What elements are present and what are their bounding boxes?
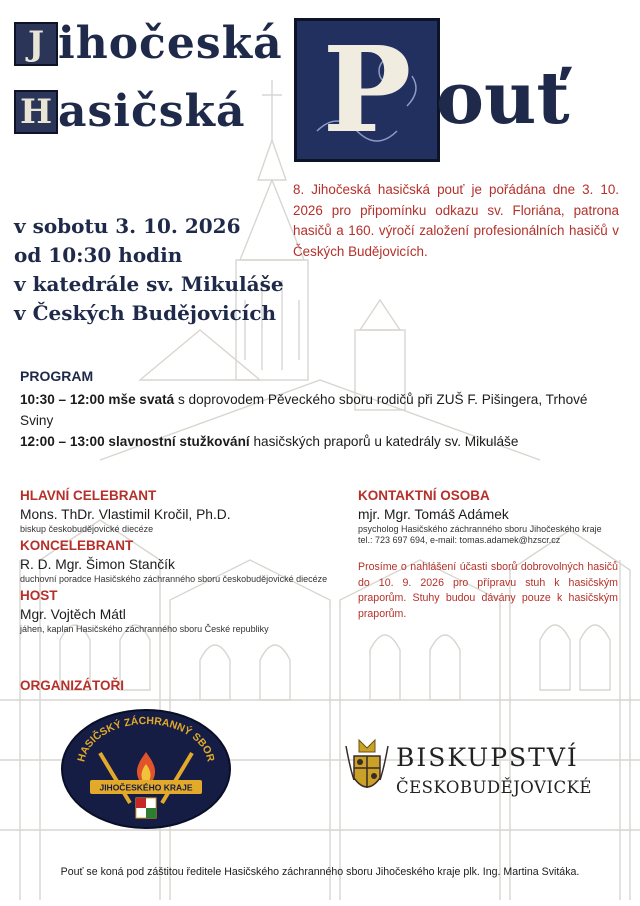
date-line: v sobotu 3. 10. 2026 (14, 214, 241, 238)
concelebrant-desc: duchovní poradce Hasičského záchranného sboru českobudějovické diecéze (20, 574, 328, 584)
main-celebrant-name: Mons. ThDr. Vlastimil Kročil, Ph.D. (20, 507, 231, 522)
intro-paragraph: 8. Jihočeská hasičská pouť je pořádána dne 3. 10. 2026 pro připomínku odkazu sv. Floriána, patrona hasičů a 160. výročí založení profesionálních hasičů v Českých Budějovicích. (293, 182, 619, 259)
organizers-heading: ORGANIZÁTOŘI (20, 678, 124, 693)
contact-phone-email: tel.: 723 697 694, e-mail: tomas.adamek@hzscr.cz (358, 535, 561, 545)
hzs-logo (60, 708, 232, 830)
title-line-1: ihočeská (58, 18, 283, 69)
program-item-ribbons-text: hasičských praporů u katedrály sv. Mikuláše (249, 434, 519, 449)
program-item-mass (20, 389, 620, 431)
contact-heading: KONTAKTNÍ OSOBA (358, 488, 490, 503)
title-line-2: asičská (58, 86, 246, 137)
footer-patronage: Pouť se koná pod záštitou ředitele Hasičského záchranného sboru Jihočeského kraje plk. Ing. Martina Svitáka. (60, 866, 580, 878)
registration-note: Prosíme o nahlášení účasti sborů dobrovolných hasičů do 10. 9. 2026 pro přípravu stuh k hasičským praporům. Stuhy budou dávány pouze k hasičským praporům. (358, 561, 618, 620)
program-item-ribbons (20, 431, 620, 452)
bishopric-coat-of-arms-icon (344, 738, 390, 802)
host-desc: jáhen, kaplan Hasičského záchranného sboru České republiky (20, 624, 269, 634)
title-initial-h: H (14, 90, 58, 134)
program-item-ribbons-time: 12:00 – 13:00 slavnostní stužkování (20, 434, 250, 449)
program-item-mass-text: s doprovodem Pěveckého sboru rodičů při ZUŠ F. Pišingera, Trhové Sviny (20, 392, 588, 428)
host-name: Mgr. Vojtěch Mátl (20, 607, 126, 622)
main-celebrant-heading: HLAVNÍ CELEBRANT (20, 488, 157, 503)
program-list (20, 389, 620, 452)
hzs-logo-bottom-text: JIHOČESKÉHO KRAJE (99, 782, 193, 793)
title-big-initial-p: P (294, 18, 440, 162)
contact-desc: psycholog Hasičského záchranného sboru Jihočeského kraje (358, 524, 602, 534)
concelebrant-name: R. D. Mgr. Šimon Stančík (20, 557, 175, 572)
concelebrant-heading: KONCELEBRANT (20, 538, 134, 553)
contact-section (358, 488, 620, 545)
host-heading: HOST (20, 588, 58, 603)
city-line: v Českých Budějovicích (14, 301, 277, 325)
title-initial-j: J (14, 22, 58, 66)
program-heading: PROGRAM (20, 368, 94, 384)
bishopric-name-line-2: ČESKOBUDĚJOVICKÉ (396, 778, 592, 797)
main-celebrant-desc: biskup českobudějovické diecéze (20, 524, 154, 534)
bishopric-name-line-1: BISKUPSTVÍ (396, 743, 579, 772)
time-line: od 10:30 hodin (14, 243, 183, 267)
celebrants-section (20, 488, 360, 634)
title-word-pout: ouť (436, 55, 570, 140)
program-item-mass-time: 10:30 – 12:00 mše svatá (20, 392, 175, 407)
contact-name: mjr. Mgr. Tomáš Adámek (358, 507, 509, 522)
date-place-block (14, 212, 284, 328)
hzs-logo-top-text: HASIČSKÝ ZÁCHRANNÝ SBOR (75, 714, 217, 764)
venue-line: v katedrále sv. Mikuláše (14, 272, 284, 296)
